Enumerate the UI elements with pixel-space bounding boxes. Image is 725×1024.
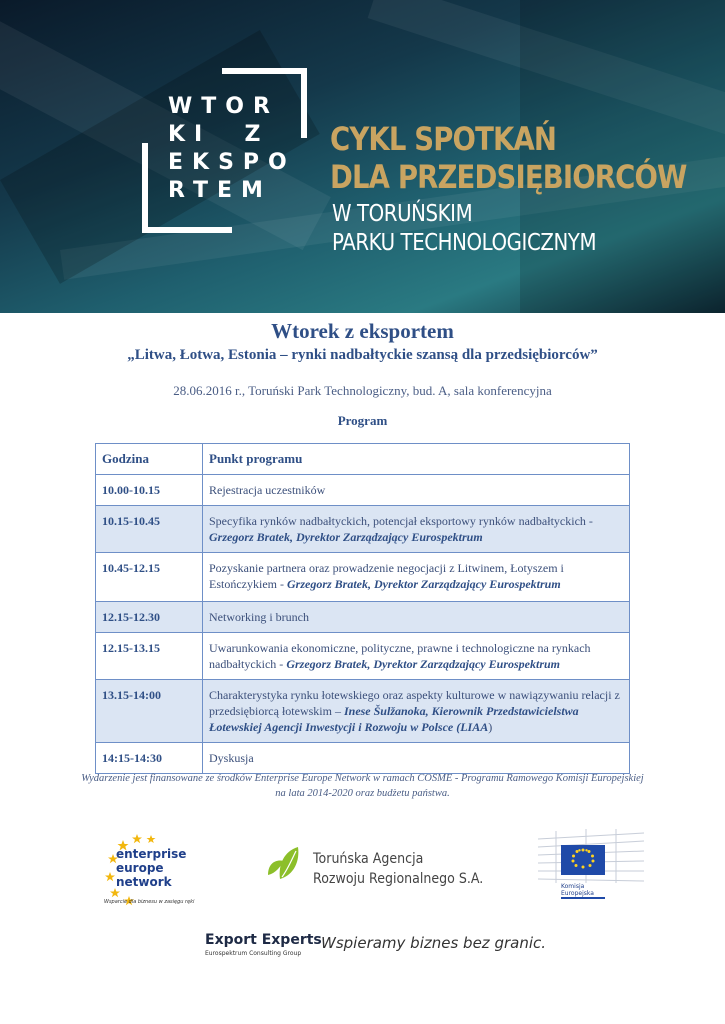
export-experts-logo-text: Export Experts bbox=[205, 932, 322, 948]
een-tagline: Wsparcie dla biznesu w zasięgu ręki bbox=[104, 899, 195, 905]
row-time: 10.15-10.45 bbox=[96, 506, 203, 553]
banner-subtitle: W TORUŃSKIM PARKU TECHNOLOGICZNYM bbox=[332, 201, 597, 256]
logo-line: KI Z bbox=[168, 122, 270, 147]
row-time: 10.00-10.15 bbox=[96, 475, 203, 506]
row-time: 12.15-12.30 bbox=[96, 602, 203, 633]
column-header-time: Godzina bbox=[96, 444, 203, 475]
table-row bbox=[96, 553, 630, 602]
column-header-item: Punkt programu bbox=[203, 444, 630, 475]
header-banner bbox=[0, 0, 725, 313]
tarr-leaf-icon bbox=[266, 845, 306, 883]
row-item: Specyfika rynków nadbałtyckich, potencjał eksportowy rynków nadbałtyckich - Grzegorz Bratek, Dyrektor Zarządzający Eurospektrum bbox=[203, 506, 630, 553]
row-time: 12.15-13.15 bbox=[96, 633, 203, 680]
row-item: Rejestracja uczestników bbox=[203, 475, 630, 506]
table-row bbox=[96, 743, 630, 774]
table-row bbox=[96, 633, 630, 680]
een-logo-text: enterprise europe network bbox=[116, 847, 187, 889]
row-item: Dyskusja bbox=[203, 743, 630, 774]
row-time: 10.45-12.15 bbox=[96, 553, 203, 602]
program-label: Program bbox=[337, 413, 388, 428]
table-row bbox=[96, 680, 630, 743]
page-subtitle: „Litwa, Łotwa, Estonia – rynki nadbałtyckie szansą dla przedsiębiorców” bbox=[127, 347, 598, 363]
tarr-logo-text: Toruńska Agencja Rozwoju Regionalnego S.A. bbox=[313, 851, 484, 887]
funding-note: Wydarzenie jest finansowane ze środków Enterprise Europe Network w ramach COSME - Programu Ramowego Komisji Europejskiej na lata 2014-2020 oraz budżetu państwa. bbox=[81, 773, 644, 799]
export-experts-tagline: Wspieramy biznes bez granic. bbox=[321, 934, 547, 952]
table-row bbox=[96, 506, 630, 553]
row-time: 13.15-14:00 bbox=[96, 680, 203, 743]
agenda-table bbox=[95, 443, 630, 774]
row-item: Uwarunkowania ekonomiczne, polityczne, prawne i technologiczne na rynkach nadbałtyckich - Grzegorz Bratek, Dyrektor Zarządzający Eurospektrum bbox=[203, 633, 630, 680]
wtorki-logo-text bbox=[168, 93, 296, 205]
page-title: Wtorek z eksportem bbox=[271, 319, 454, 343]
table-header-row bbox=[96, 444, 630, 475]
row-item: Networking i brunch bbox=[203, 602, 630, 633]
table-row bbox=[96, 602, 630, 633]
logo-line: RTEM bbox=[168, 178, 272, 203]
row-item: Charakterystyka rynku łotewskiego oraz aspekty kulturowe w nawiązywaniu relacji z przedsiębiorcą łotewskim – Inese Šulžanoka, Kierownik Przedstawicielstwa Łotewskiej Agencji Inwestycji i Rozwoju w Polsce (LIAA) bbox=[203, 680, 630, 743]
logo-line: EKSPO bbox=[168, 150, 296, 175]
row-item: Pozyskanie partnera oraz prowadzenie negocjacji z Litwinem, Łotyszem i Estończykiem - Grzegorz Bratek, Dyrektor Zarządzający Eurospektrum bbox=[203, 553, 630, 602]
export-experts-subtitle: Eurospektrum Consulting Group bbox=[205, 950, 302, 957]
row-time: 14:15-14:30 bbox=[96, 743, 203, 774]
table-row bbox=[96, 475, 630, 506]
european-commission-text: Komisja Europejska bbox=[561, 883, 594, 897]
banner-title: CYKL SPOTKAŃ DLA PRZEDSIĘBIORCÓW bbox=[330, 120, 687, 196]
logo-line: WTOR bbox=[168, 94, 279, 119]
event-venue: 28.06.2016 r., Toruński Park Technologiczny, bud. A, sala konferencyjna bbox=[173, 383, 552, 398]
